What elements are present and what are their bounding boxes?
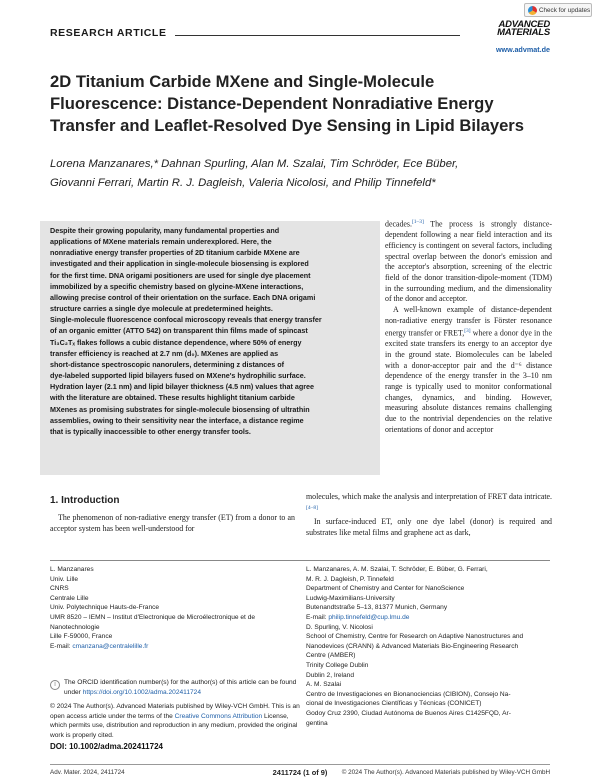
abstract-line: that is typically inaccessible to other energy transfer tools. xyxy=(50,426,251,436)
footer-rule xyxy=(50,764,550,765)
abstract-line: short-distance spectroscopic nanorulers, determining z distances of xyxy=(50,359,285,369)
body-right-column xyxy=(385,217,552,435)
affiliation-line: gentina xyxy=(306,719,328,727)
citation-link[interactable]: [1–3] xyxy=(411,219,424,225)
abstract-line: allowing precise control of their orientation on the surface. Each DNA origami xyxy=(50,292,316,302)
author-list xyxy=(50,155,550,193)
affiliation-line: L. Manzanares xyxy=(50,566,94,573)
abstract-line: applications of MXene materials remain underexplored. Here, the xyxy=(50,237,272,247)
section-heading-introduction: 1. Introduction xyxy=(50,495,120,506)
affiliation-line: L. Manzanares, A. M. Szalai, T. Schröder, E. Büber, G. Ferrari, xyxy=(306,566,488,573)
body-text: molecules, which make the analysis and interpretation of FRET data intricate. xyxy=(306,492,552,501)
body-text: decades. xyxy=(385,219,412,229)
journal-url-link[interactable]: www.advmat.de xyxy=(495,45,550,54)
affiliation-line: Centrale Lille xyxy=(50,594,89,602)
affiliation-right xyxy=(306,565,552,728)
affiliation-line: Department of Chemistry and Center for NanoScience xyxy=(306,585,465,593)
affiliation-line: cional de Investigaciones Científicas y Técnicas (CONICET) xyxy=(306,700,482,708)
affiliation-line: Univ. Polytechnique Hauts-de-France xyxy=(50,604,160,612)
journal-logo xyxy=(480,21,550,37)
abstract-line: Hydration layer (2.1 nm) and lipid bilayer thickness (4.5 nm) values that agree xyxy=(50,382,315,392)
abstract-line: dye-labeled supported lipid bilayers fused on MXene's hydrophilic surface. xyxy=(50,371,306,381)
abstract-line: immobilized by a specific chemistry based on glycine-MXene interactions, xyxy=(50,281,304,291)
page-number: 2411724 (1 of 9) xyxy=(272,768,328,777)
affiliation-line: Butenandtstraße 5–13, 81377 Munich, Germany xyxy=(306,604,448,612)
body-text: where a donor dye in the excited state transfers its energy to an acceptor dye in the ground state. Biomolecules can be labeled with a donor-acceptor pair and the d⁻⁶ distance dependence of the energy transfer in the 3–10 nm range is typically used to monitor conformational changes, dynamics, and binding. However, measuring absolute distances remains challenging due to the nontrivial dependencies on the relative orientations of donor and acceptor xyxy=(385,328,552,434)
affiliation-line: CNRS xyxy=(50,585,69,593)
body-paragraph xyxy=(385,305,552,436)
orcid-doi-link[interactable]: https://doi.org/10.1002/adma.202411724 xyxy=(82,688,201,696)
footer-copyright: © 2024 The Author(s). Advanced Materials published by Wiley-VCH GmbH xyxy=(341,769,550,776)
abstract xyxy=(50,225,374,437)
abstract-line: investigated and their application in single-molecule biosensing is explored xyxy=(50,259,309,269)
orcid-note xyxy=(50,678,300,697)
affiliation-line: Dublin 2, Ireland xyxy=(306,671,355,679)
body-paragraph xyxy=(385,217,552,305)
abstract-line: Despite their growing popularity, many fundamental properties and xyxy=(50,226,280,235)
affiliation-line: Ludwig-Maximilians-University xyxy=(306,594,395,602)
footer-citation: Adv. Mater. 2024, 2411724 xyxy=(50,769,125,776)
email-link[interactable]: cmanzana@centralelille.fr xyxy=(72,642,149,650)
license-text: License, which permits use, distribution and reproduction in any medium, provided the original work is properly cited. xyxy=(50,712,298,739)
body-right-continued xyxy=(306,492,552,538)
affiliation-line: Centre (AMBER) xyxy=(306,652,356,660)
cc-license-link[interactable]: Creative Commons Attribution xyxy=(174,712,263,720)
email-link[interactable]: philip.tinnefeld@cup.lmu.de xyxy=(328,613,410,621)
affiliation-line: M. R. J. Dagleish, P. Tinnefeld xyxy=(306,575,394,583)
citation-link[interactable]: [3] xyxy=(464,328,471,335)
affiliation-line: Nanotechnologie xyxy=(50,623,100,631)
body-paragraph: In surface-induced ET, only one dye label (donor) is required and substrates like metal films and graphene act as dark, xyxy=(306,516,552,537)
affiliation-line: D. Spurling, V. Nicolosi xyxy=(306,623,373,631)
license-text: © 2024 The Author(s). Advanced Materials published by Wiley-VCH GmbH. This is an open access article under the terms of the xyxy=(50,703,300,720)
body-paragraph xyxy=(306,492,552,516)
abstract-line: assemblies, owing to their sensitivity near the interface, a distance regime xyxy=(50,415,304,425)
citation-link[interactable]: [4–8] xyxy=(306,504,318,511)
check-for-updates-button[interactable] xyxy=(524,3,592,17)
author-line-1: Lorena Manzanares,* Dahnan Spurling, Alan M. Szalai, Tim Schröder, Ece Büber, xyxy=(50,158,459,170)
orcid-text-wrap xyxy=(64,678,300,697)
email-label: E-mail: xyxy=(50,642,73,650)
abstract-line: structure carries a single dye molecule at predetermined heights. xyxy=(50,304,273,314)
affiliation-line: School of Chemistry, Centre for Research on Adaptive Nanostructures and xyxy=(306,633,524,641)
orcid-text: The ORCID identification number(s) for the author(s) of this article can be found under xyxy=(64,679,297,696)
article-title: 2D Titanium Carbide MXene and Single-Molecule Fluorescence: Distance-Dependent Nonradiative Energy Transfer and Leaflet-Resolved Dye Sensing in Lipid Bilayers xyxy=(50,72,524,135)
email-label: E-mail: xyxy=(306,613,329,621)
abstract-line: Ti₃C₂Tₓ flakes follows a cubic distance dependence, where 50% of energy xyxy=(50,337,302,347)
affiliation-line: Trinity College Dublin xyxy=(306,661,369,669)
introduction-paragraph: The phenomenon of non-radiative energy transfer (ET) from a donor to an acceptor system has been well-understood for xyxy=(50,513,295,533)
abstract-line: of an organic emitter (ATTO 542) on transparent thin films made of spincast xyxy=(50,326,308,336)
orcid-icon: i xyxy=(50,680,60,690)
doi-label: DOI: 10.1002/adma.202411724 xyxy=(50,742,163,751)
abstract-line: MXenes as promising substrates for single-molecule biosensing of ultrathin xyxy=(50,404,310,414)
abstract-line: nonradiative energy transfer properties of 2D titanium carbide MXene are xyxy=(50,248,300,258)
check-updates-icon xyxy=(528,6,537,15)
author-line-2: Giovanni Ferrari, Martin R. J. Dagleish, Valeria Nicolosi, and Philip Tinnefeld* xyxy=(50,177,436,189)
affiliation-line: Nanodevices (CRANN) & Advanced Materials Bio-Engineering Research xyxy=(306,642,519,650)
affiliation-line: Godoy Cruz 2390, Ciudad Autónoma de Buenos Aires C1425FQD, Ar- xyxy=(306,709,511,717)
section-tag: RESEARCH ARTICLE xyxy=(50,27,175,39)
affiliation-line: Centro de Investigaciones en Bionanociencias (CIBION), Consejo Na- xyxy=(306,690,511,698)
abstract-line: transfer efficiency is reached at 2.7 nm (d₀). MXenes are applied as xyxy=(50,348,279,358)
email-line xyxy=(306,613,552,623)
body-text: A well-known example of distance-dependent non-radiative energy transfer is Förster resonance energy transfer or FRET, xyxy=(385,304,552,338)
affiliation-line: Univ. Lille xyxy=(50,575,79,583)
license-note xyxy=(50,702,302,740)
footnote-rule xyxy=(50,560,550,561)
abstract-line: with the literature are obtained. These results highlight titanium carbide xyxy=(50,393,295,403)
body-text: The process is strongly distance-dependent following a near field interaction and its efficiency is contingent on several factors, including spectral overlap between the donor's emission and the acceptor's absorption, screening of the electric field of the donor transition-dipole-moment (TDM) in the surrounding medium, and the dimensionality of the donor and acceptor. xyxy=(385,219,552,304)
affiliation-line: Lille F-59000, France xyxy=(50,633,113,641)
check-updates-label: Check for updates xyxy=(539,6,591,14)
journal-logo-line1: ADVANCED xyxy=(498,19,550,30)
email-line xyxy=(50,642,300,652)
affiliation-line: A. M. Szalai xyxy=(306,681,342,689)
affiliation-line: UMR 8520 – IEMN – Institut d'Electronique de Microélectronique et de xyxy=(50,613,256,621)
abstract-line: Single-molecule fluorescence confocal microscopy reveals that energy transfer xyxy=(50,315,322,325)
abstract-line: for the first time. DNA origami positioners are used for single dye placement xyxy=(50,270,311,280)
affiliation-left xyxy=(50,565,300,651)
journal-logo-line2: MATERIALS xyxy=(497,27,550,38)
